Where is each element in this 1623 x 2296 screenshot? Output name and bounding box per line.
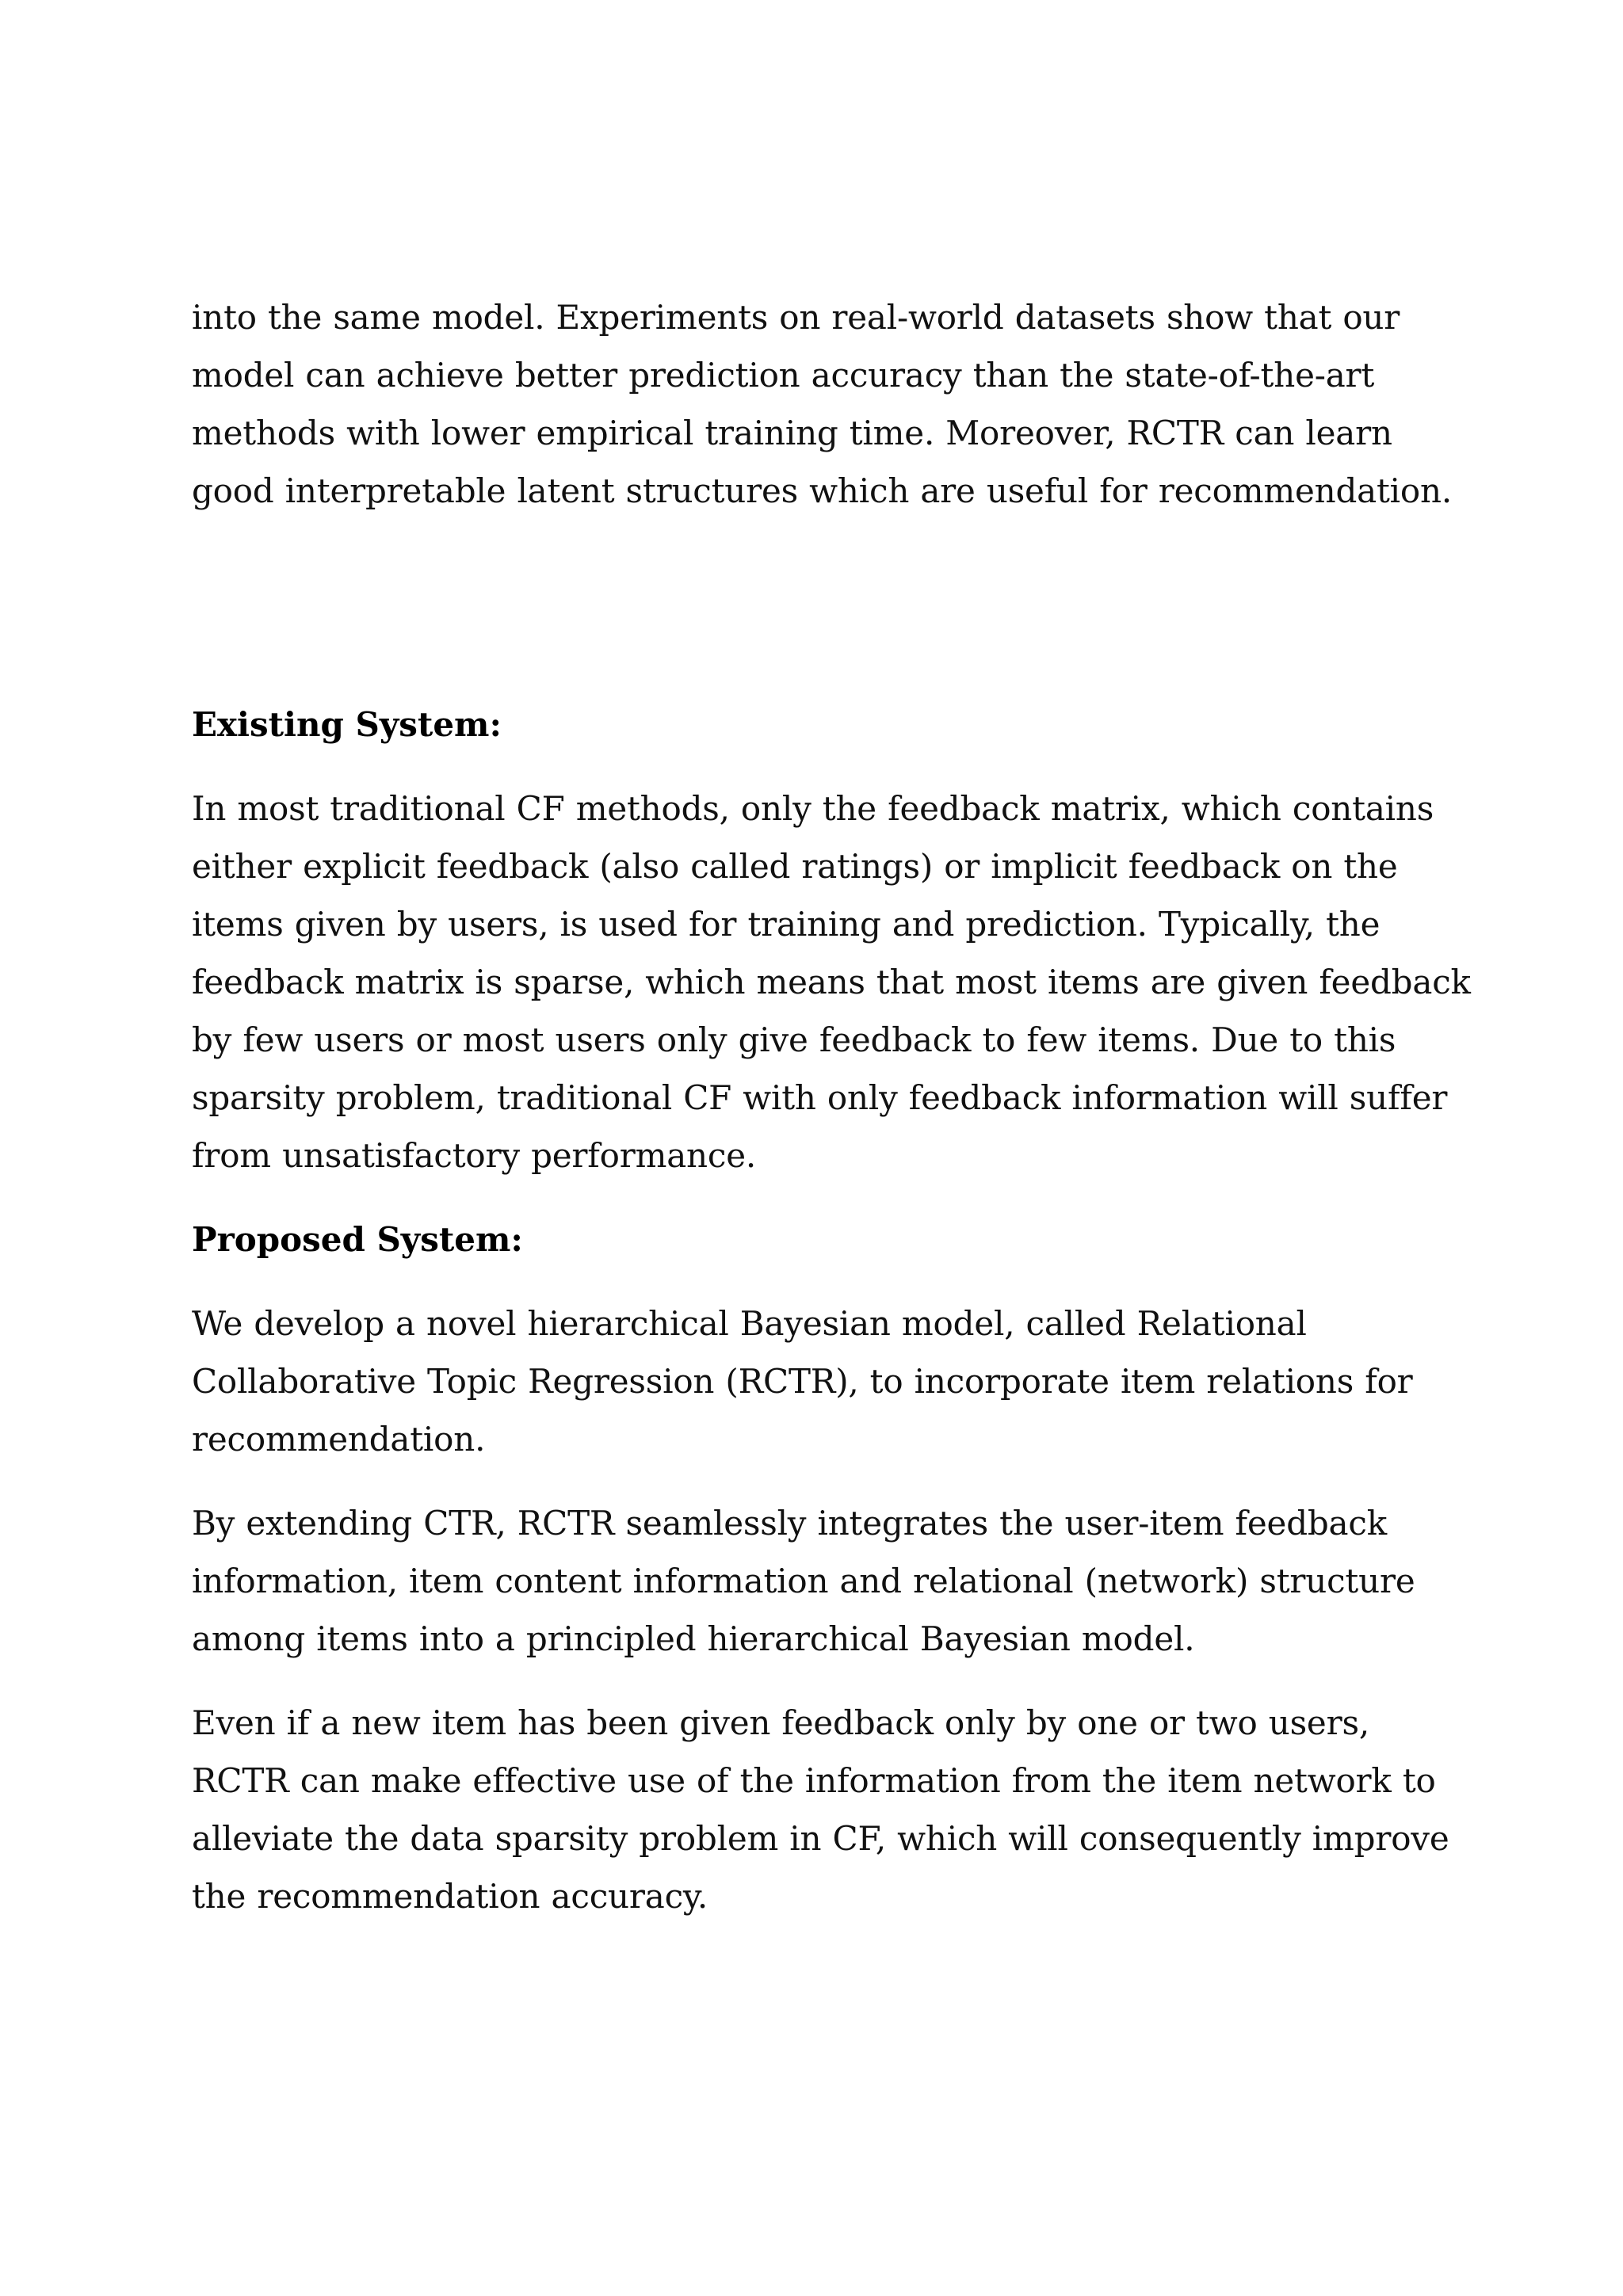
proposed-line: We develop a novel hierarchical Bayesian model, called Relational <box>192 1304 1307 1343</box>
document-body <box>192 288 1471 1925</box>
proposed-line: Even if a new item has been given feedback only by one or two users, <box>192 1703 1369 1742</box>
existing-line: either explicit feedback (also called ratings) or implicit feedback on the <box>192 847 1398 886</box>
proposed-line: information, item content information and relational (network) structure <box>192 1562 1415 1600</box>
existing-line: feedback matrix is sparse, which means that most items are given feedback <box>192 963 1471 1001</box>
intro-line: good interpretable latent structures which are useful for recommendation. <box>192 471 1452 510</box>
proposed-paragraph-3 <box>192 1694 1460 1925</box>
existing-line: from unsatisfactory performance. <box>192 1136 757 1175</box>
proposed-line: RCTR can make effective use of the information from the item network to <box>192 1761 1436 1800</box>
existing-system-paragraph <box>192 780 1471 1184</box>
proposed-line: By extending CTR, RCTR seamlessly integrates the user-item feedback <box>192 1504 1387 1543</box>
proposed-line: recommendation. <box>192 1420 486 1459</box>
proposed-line: Collaborative Topic Regression (RCTR), to incorporate item relations for <box>192 1362 1413 1401</box>
intro-line: model can achieve better prediction accuracy than the state-of-the-art <box>192 356 1375 395</box>
existing-line: by few users or most users only give feedback to few items. Due to this <box>192 1020 1396 1059</box>
proposed-paragraph-1 <box>192 1295 1460 1468</box>
intro-line: methods with lower empirical training time. Moreover, RCTR can learn <box>192 414 1392 452</box>
proposed-line: alleviate the data sparsity problem in CF, which will consequently improve <box>192 1819 1449 1858</box>
proposed-paragraph-2 <box>192 1494 1460 1668</box>
proposed-line: among items into a principled hierarchical Bayesian model. <box>192 1619 1195 1658</box>
existing-line: In most traditional CF methods, only the feedback matrix, which contains <box>192 789 1434 828</box>
intro-line: into the same model. Experiments on real-world datasets show that our <box>192 298 1400 337</box>
proposed-system-heading: Proposed System: <box>192 1220 523 1259</box>
existing-line: sparsity problem, traditional CF with only feedback information will suffer <box>192 1078 1448 1117</box>
existing-system-heading: Existing System: <box>192 705 502 744</box>
existing-line: items given by users, is used for training and prediction. Typically, the <box>192 905 1381 944</box>
intro-paragraph <box>192 288 1460 520</box>
proposed-line: the recommendation accuracy. <box>192 1877 708 1916</box>
